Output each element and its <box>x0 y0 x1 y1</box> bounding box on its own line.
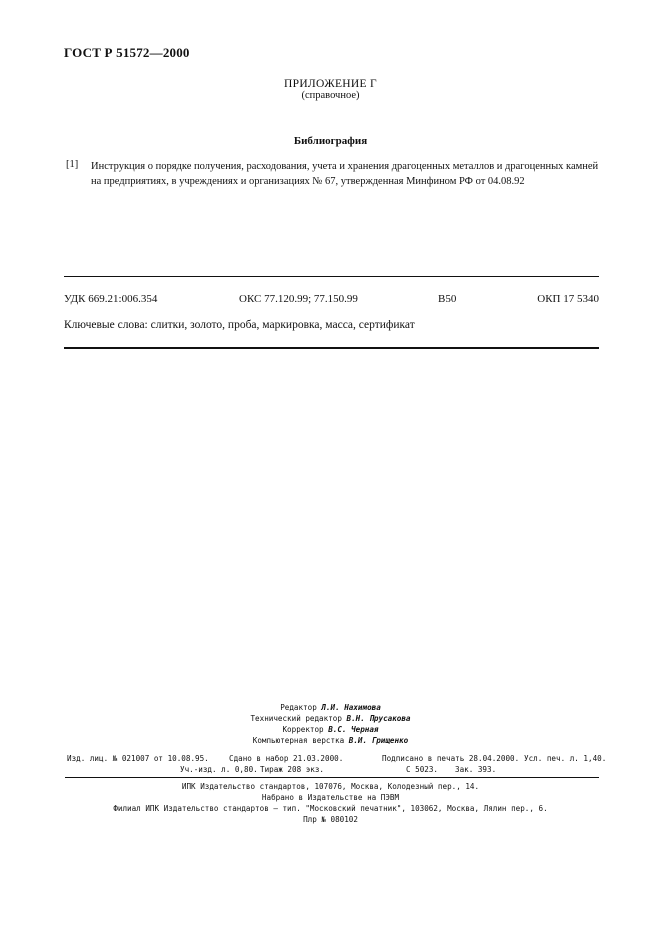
okp-code: ОКП 17 5340 <box>537 293 599 305</box>
okc-code: В50 <box>438 293 457 305</box>
reference-text: Инструкция о порядке получения, расходования, учета и хранения драгоценных металлов и драгоценных камней на предприятиях, в учреждениях и организациях № 67, утвержденная Минфином РФ от 04.08.92 <box>91 161 599 187</box>
imprint-order: Зак. 393. <box>455 765 497 774</box>
keywords: Ключевые слова: слитки, золото, проба, маркировка, масса, сертификат <box>64 319 415 331</box>
imprint-signed: Подписано в печать 28.04.2000. <box>382 754 520 763</box>
credits-block <box>0 702 661 746</box>
udk-code: УДК 669.21:006.354 <box>64 293 158 305</box>
credit-line <box>0 735 661 746</box>
imprint-typeset: Сдано в набор 21.03.2000. <box>229 754 344 763</box>
credit-name: Л.И. Нахимова <box>321 703 381 712</box>
credit-line <box>0 713 661 724</box>
divider <box>64 276 599 277</box>
credit-line <box>0 702 661 713</box>
imprint-license: Изд. лиц. № 021007 от 10.08.95. <box>67 754 209 763</box>
imprint-code: С 5023. <box>406 765 439 774</box>
credit-role: Редактор <box>280 703 317 712</box>
publisher-line: ИПК Издательство стандартов, 107076, Москва, Колодезный пер., 14. <box>181 782 480 791</box>
publisher-block <box>0 781 661 825</box>
publisher-line: Плр № 080102 <box>303 815 358 824</box>
appendix-title: ПРИЛОЖЕНИЕ Г <box>284 78 377 90</box>
oks-code: ОКС 77.120.99; 77.150.99 <box>239 293 358 305</box>
publisher-line: Филиал ИПК Издательство стандартов — тип. "Московский печатник", 103062, Москва, Лялин пер., 6. <box>113 804 548 813</box>
credit-role: Компьютерная верстка <box>252 736 345 745</box>
appendix-subtitle: (справочное) <box>301 90 360 101</box>
imprint-circulation: Тираж 208 экз. <box>260 765 325 774</box>
credit-role: Корректор <box>282 725 324 734</box>
divider <box>64 347 599 349</box>
credit-name: В.Н. Прусакова <box>346 714 411 723</box>
standard-id: ГОСТ Р 51572—2000 <box>64 45 190 60</box>
imprint-print-sheets: Усл. печ. л. 1,40. <box>524 754 607 763</box>
credit-role: Технический редактор <box>250 714 342 723</box>
imprint-edu-sheets: Уч.-изд. л. 0,80. <box>180 765 258 774</box>
publisher-line: Набрано в Издательстве на ПЭВМ <box>261 793 400 802</box>
reference-number: [1] <box>66 159 79 170</box>
divider <box>65 777 599 778</box>
bibliography-heading: Библиография <box>293 135 368 147</box>
credit-name: В.С. Черная <box>328 725 379 734</box>
credit-name: В.И. Грищенко <box>348 736 409 745</box>
credit-line <box>0 724 661 735</box>
